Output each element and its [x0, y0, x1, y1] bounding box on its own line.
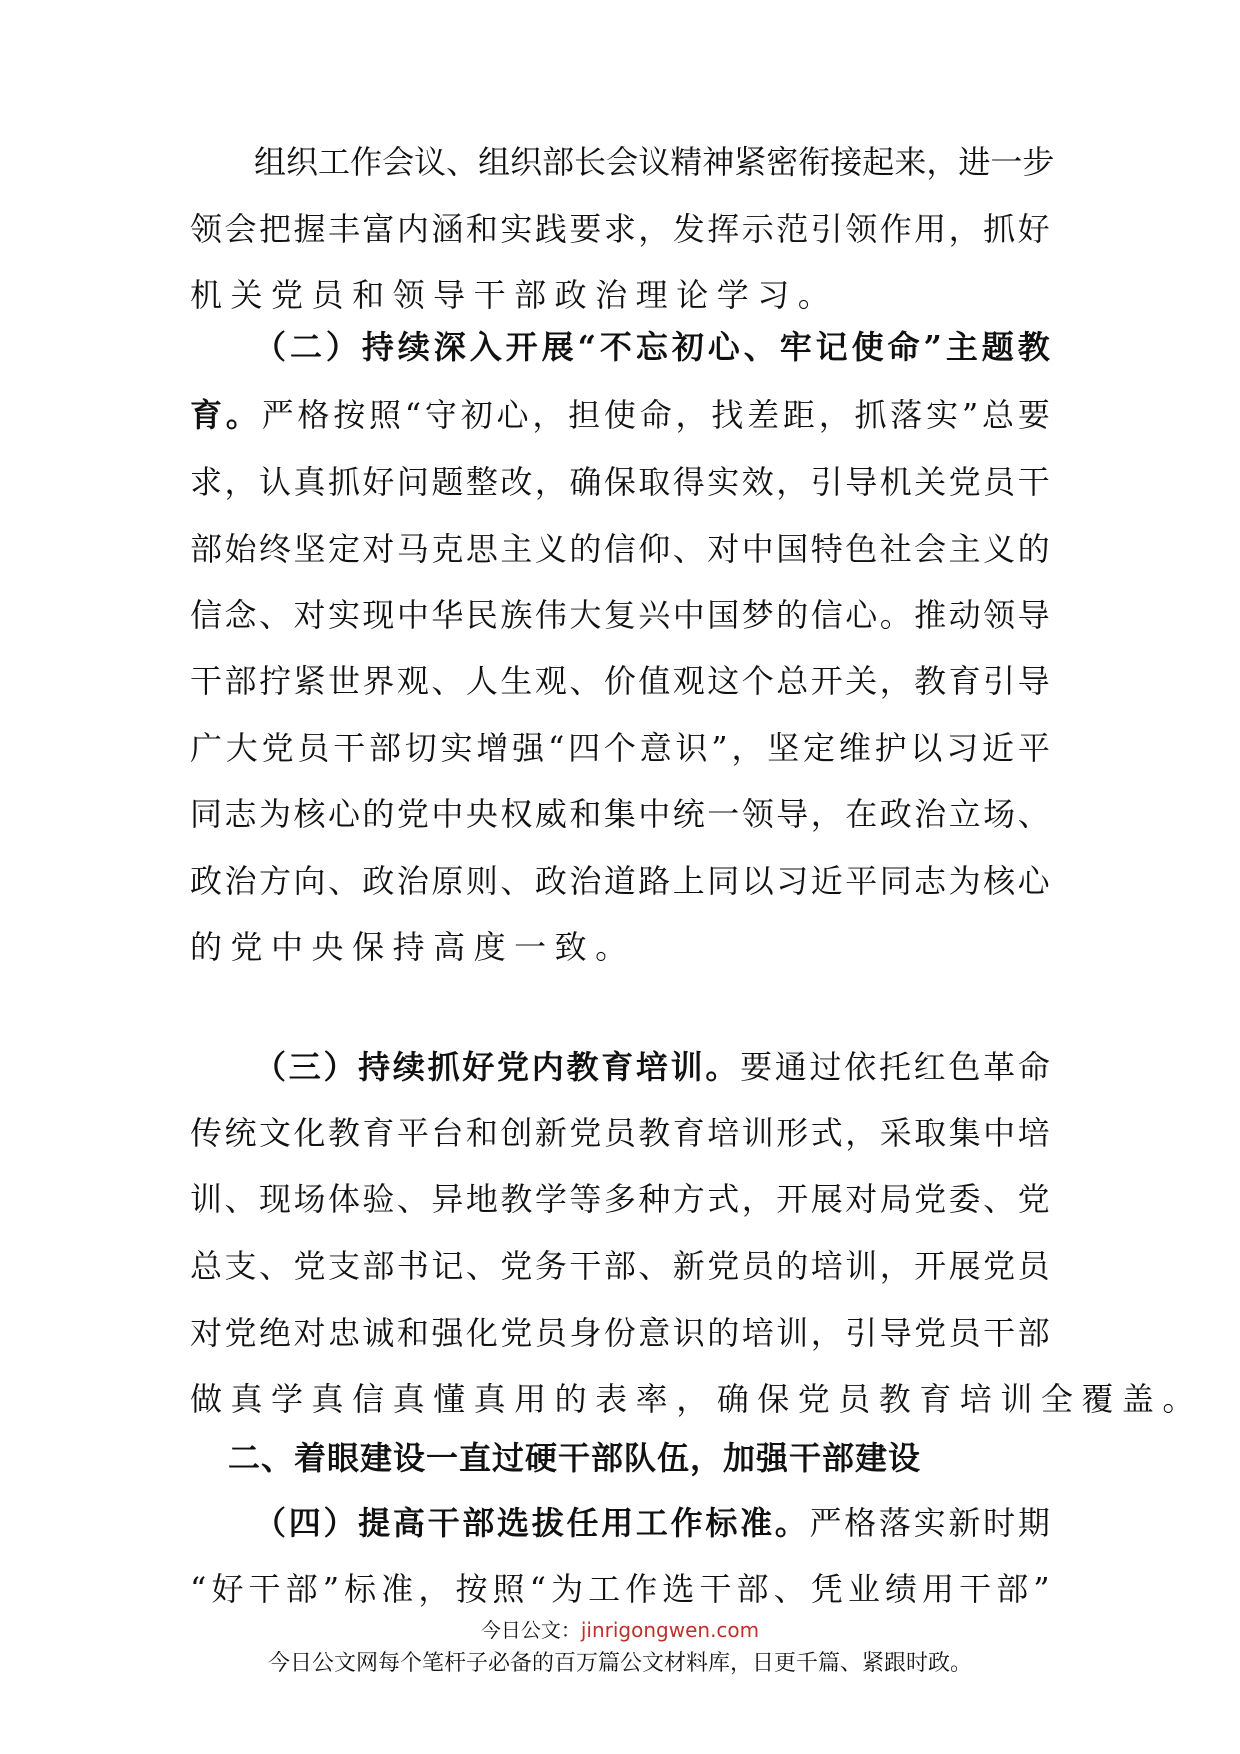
text-line: 信 念 、 对 实 现 中 华 民 族 伟 大 复 兴 中 国 梦 的 信 心 。 推 动 领 导	[190, 596, 1050, 634]
text-line: 机 关 党 员 和 领 导 干 部 政 治 理 论 学 习 。	[190, 276, 839, 314]
text-line: 政 治 方 向 、 政 治 原 则 、 政 治 道 路 上 同 以 习 近 平 同 志 为 核 心	[190, 862, 1050, 900]
text-line: 组 织 工 作 会 议 、 组 织 部 长 会 议 精 神 紧 密 衔 接 起 来 ， 进 一 步	[254, 143, 1055, 181]
text-line: （ 二 ） 持 续 深 入 开 展 “ 不 忘 初 心 、 牢 记 使 命 ” 主 题 教	[254, 328, 1050, 366]
text-line: 领 会 把 握 丰 富 内 涵 和 实 践 要 求 ， 发 挥 示 范 引 领 作 用 ， 抓 好	[190, 210, 1050, 248]
text-line: 广 大 党 员 干 部 切 实 增 强 “ 四 个 意 识 ” ， 坚 定 维 护 以 习 近 平	[190, 729, 1050, 767]
footer-url-link[interactable]: jinrigongwen.com	[580, 1618, 760, 1642]
footer-slogan: 今日公文网每个笔杆子必备的百万篇公文材料库，日更千篇、紧跟时政。	[267, 1651, 972, 1676]
text-line: 育 。 严 格 按 照 “ 守 初 心 ， 担 使 命 ， 找 差 距 ， 抓 落 实 ” 总 要	[190, 396, 1050, 434]
text-line: 的 党 中 央 保 持 高 度 一 致 。	[190, 928, 636, 966]
text-line: 干 部 拧 紧 世 界 观 、 人 生 观 、 价 值 观 这 个 总 开 关 ， 教 育 引 导	[190, 662, 1050, 700]
text-line: （ 三 ） 持 续 抓 好 党 内 教 育 培 训 。 要 通 过 依 托 红 色 革 命	[254, 1048, 1050, 1086]
text-line: 对 党 绝 对 忠 诚 和 强 化 党 员 身 份 意 识 的 培 训 ， 引 导 党 员 干 部	[190, 1314, 1050, 1352]
text-line: 做 真 学 真 信 真 懂 真 用 的 表 率 ， 确 保 党 员 教 育 培 训 全 覆 盖 。	[190, 1380, 1203, 1418]
text-line: 同 志 为 核 心 的 党 中 央 权 威 和 集 中 统 一 领 导 ， 在 政 治 立 场 、	[190, 795, 1050, 833]
text-line: 求 ， 认 真 抓 好 问 题 整 改 ， 确 保 取 得 实 效 ， 引 导 机 关 党 员 干	[190, 463, 1050, 501]
text-line: 部 始 终 坚 定 对 马 克 思 主 义 的 信 仰 、 对 中 国 特 色 社 会 主 义 的	[190, 530, 1050, 568]
section-heading: 二、着眼建设一直过硬干部队伍，加强干部建设	[228, 1439, 922, 1477]
text-line: （ 四 ） 提 高 干 部 选 拔 任 用 工 作 标 准 。 严 格 落 实 新 时 期	[254, 1504, 1050, 1542]
footer-label: 今日公文：	[480, 1618, 581, 1642]
text-line: “ 好 干 部 ” 标 准 ， 按 照 “ 为 工 作 选 干 部 、 凭 业 绩 用 干 部 ”	[190, 1570, 1050, 1608]
text-line: 训 、 现 场 体 验 、 异 地 教 学 等 多 种 方 式 ， 开 展 对 局 党 委 、 党	[190, 1180, 1050, 1218]
text-line: 总 支 、 党 支 部 书 记 、 党 务 干 部 、 新 党 员 的 培 训 ， 开 展 党 员	[190, 1247, 1050, 1285]
footer-source	[0, 1614, 1240, 1643]
text-line: 传 统 文 化 教 育 平 台 和 创 新 党 员 教 育 培 训 形 式 ， 采 取 集 中 培	[190, 1114, 1050, 1152]
